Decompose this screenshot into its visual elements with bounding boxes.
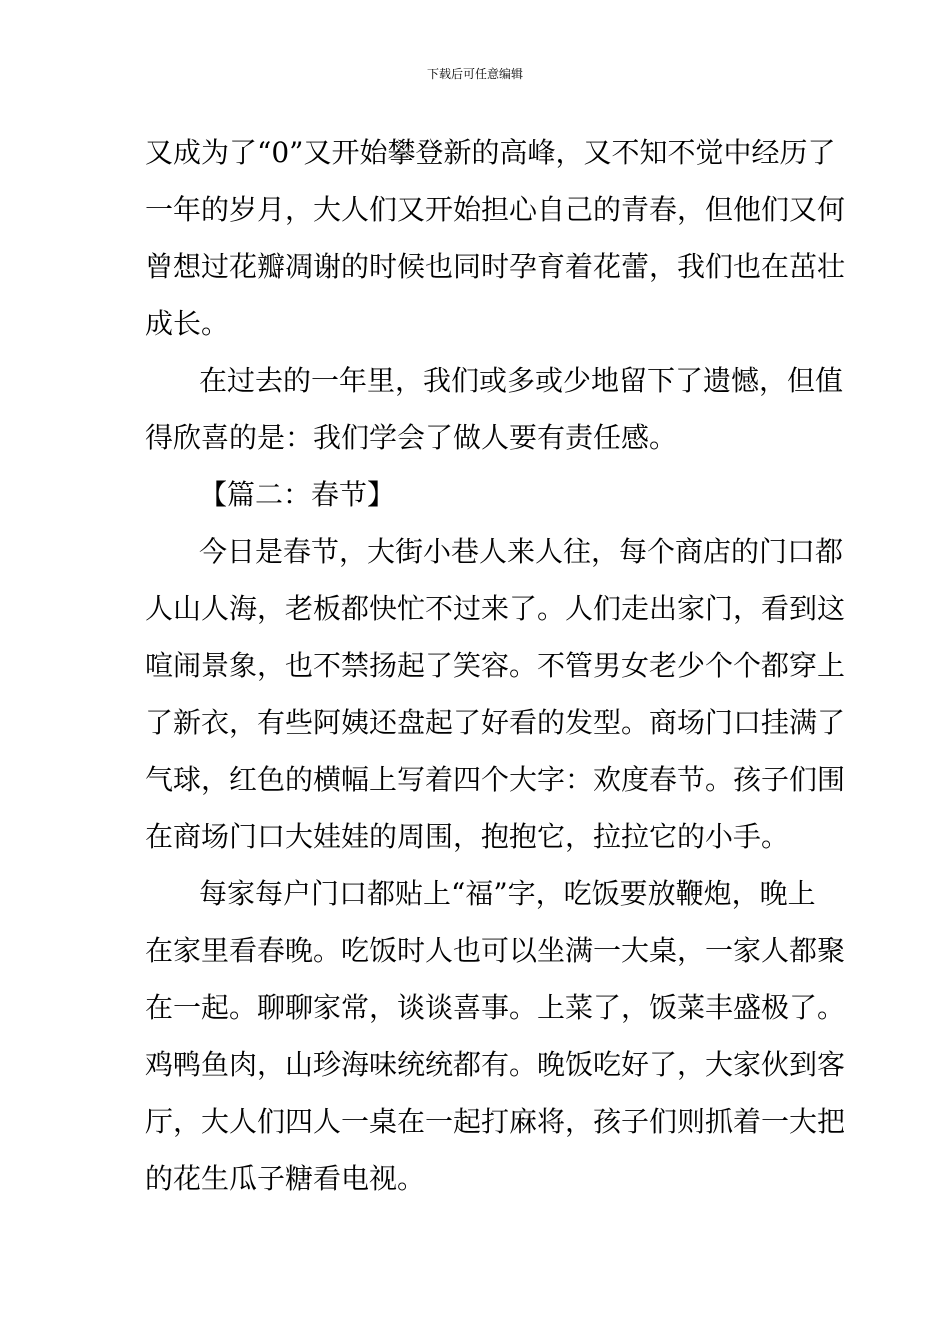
- text-line: 在一起。聊聊家常，谈谈喜事。上菜了，饭菜丰盛极了。: [145, 991, 846, 1024]
- text-line: 曾想过花瓣凋谢的时候也同时孕育着花蕾，我们也在茁壮: [145, 250, 846, 283]
- text-line: 喧闹景象，也不禁扬起了笑容。不管男女老少个个都穿上: [145, 649, 846, 682]
- text-line: 在过去的一年里，我们或多或少地留下了遗憾，但值: [199, 364, 844, 397]
- text-line: 鸡鸭鱼肉，山珍海味统统都有。晚饭吃好了，大家伙到客: [145, 1048, 846, 1081]
- text-line: 厅，大人们四人一桌在一起打麻将，孩子们则抓着一大把: [145, 1105, 846, 1138]
- text-line: 人山人海，老板都快忙不过来了。人们走出家门，看到这: [145, 592, 846, 625]
- text-line: 今日是春节，大街小巷人来人往，每个商店的门口都: [199, 535, 844, 568]
- text-line: 了新衣，有些阿姨还盘起了好看的发型。商场门口挂满了: [145, 706, 846, 739]
- text-line: 又成为了“0”又开始攀登新的高峰，又不知不觉中经历了: [145, 136, 836, 169]
- text-line: 在商场门口大娃娃的周围，抱抱它，拉拉它的小手。: [145, 820, 790, 853]
- text-line: 气球，红色的横幅上写着四个大字：欢度春节。孩子们围: [145, 763, 846, 796]
- text-line: 每家每户门口都贴上“福”字，吃饭要放鞭炮，晚上: [199, 877, 816, 910]
- body-text: [145, 124, 846, 1207]
- text-line: 在家里看春晚。吃饭时人也可以坐满一大桌，一家人都聚: [145, 934, 846, 967]
- text-line: 得欣喜的是：我们学会了做人要有责任感。: [145, 421, 678, 454]
- text-line: 的花生瓜子糖看电视。: [145, 1162, 426, 1195]
- header-note: 下载后可任意编辑: [426, 67, 523, 81]
- text-line: 成长。: [145, 307, 230, 340]
- section-heading: 【篇二：春节】: [199, 478, 396, 511]
- text-line: 一年的岁月，大人们又开始担心自己的青春，但他们又何: [145, 193, 846, 226]
